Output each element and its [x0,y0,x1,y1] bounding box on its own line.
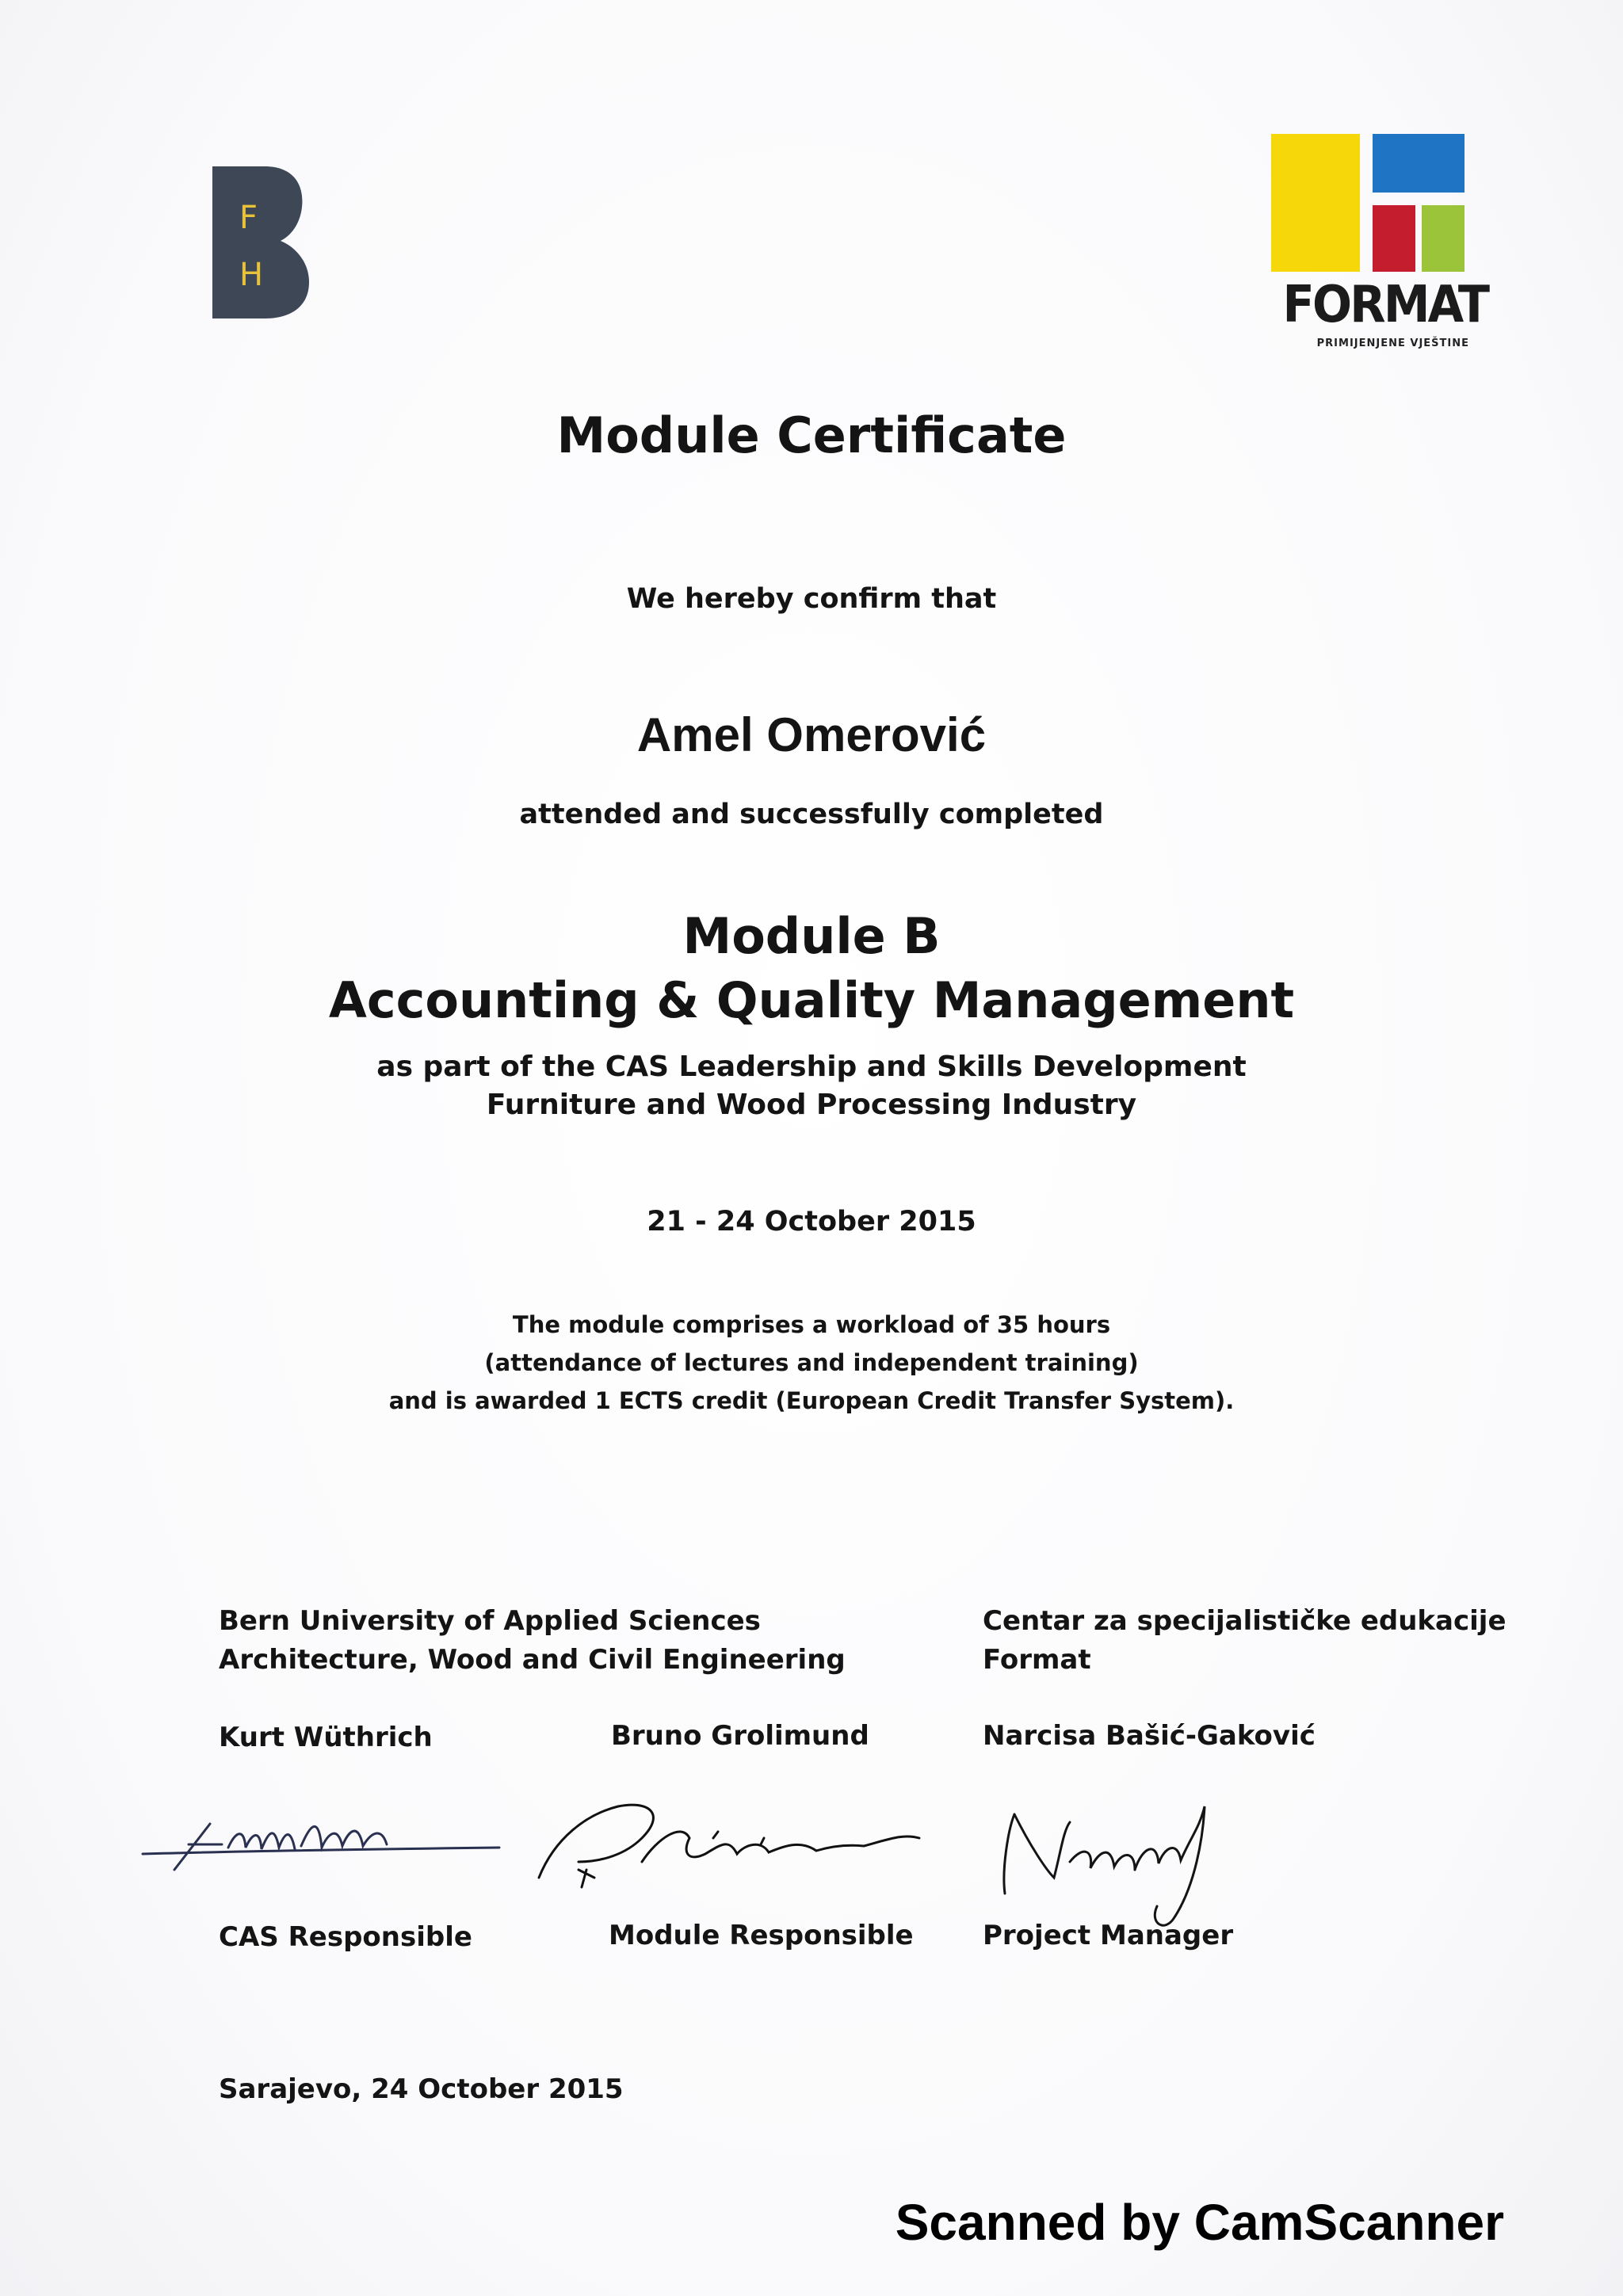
recipient-name: Amel Omerović [636,708,987,761]
institution-left [219,1602,846,1680]
format-logo-tagline: PRIMIJENJENE VJEŠTINE [1316,338,1469,349]
module-dates: 21 - 24 October 2015 [647,1206,976,1238]
institution-right-line-1: Centar za specijalističke edukacije [983,1605,1507,1637]
module-name: Accounting & Quality Management [328,971,1295,1029]
institution-left-line-2: Architecture, Wood and Civil Engineering [219,1644,846,1676]
signatory-name-3: Narcisa Bašić-Gaković [983,1720,1316,1752]
program-line-1: as part of the CAS Leadership and Skills Development [376,1051,1247,1083]
fh-letter-h: H [239,257,264,293]
fh-letter-f: F [239,200,258,236]
camscanner-watermark: Scanned by CamScanner [895,2194,1504,2251]
institution-right [983,1602,1507,1680]
fh-logo [212,166,311,318]
signatory-role-2: Module Responsible [609,1920,914,1951]
signatory-name-2: Bruno Grolimund [611,1720,869,1752]
signature-kurt-wuthrich [143,1824,499,1870]
institution-right-line-2: Format [983,1644,1091,1676]
workload-line-3: and is awarded 1 ECTS credit (European Credit Transfer System). [388,1387,1235,1414]
certificate-title: Module Certificate [556,406,1067,464]
signatory-role-1: CAS Responsible [219,1921,472,1953]
signature-bruno-grolimund [539,1805,919,1887]
signatory-role-3: Project Manager [983,1920,1234,1951]
workload-line-1: The module comprises a workload of 35 hours [512,1311,1111,1338]
format-logo-wordmark: FORMAT [1282,276,1488,334]
program-line-2: Furniture and Wood Processing Industry [486,1089,1137,1121]
place-date: Sarajevo, 24 October 2015 [219,2073,624,2105]
module-heading: Module B [682,907,941,965]
signatory-name-1: Kurt Wüthrich [219,1722,433,1753]
confirm-line: We hereby confirm that [626,583,997,615]
institution-left-line-1: Bern University of Applied Sciences [219,1605,761,1637]
completed-line: attended and successfully completed [519,799,1104,830]
workload-line-2: (attendance of lectures and independent training) [484,1349,1139,1376]
signature-narcisa-basic-gakovic [1004,1806,1205,1925]
